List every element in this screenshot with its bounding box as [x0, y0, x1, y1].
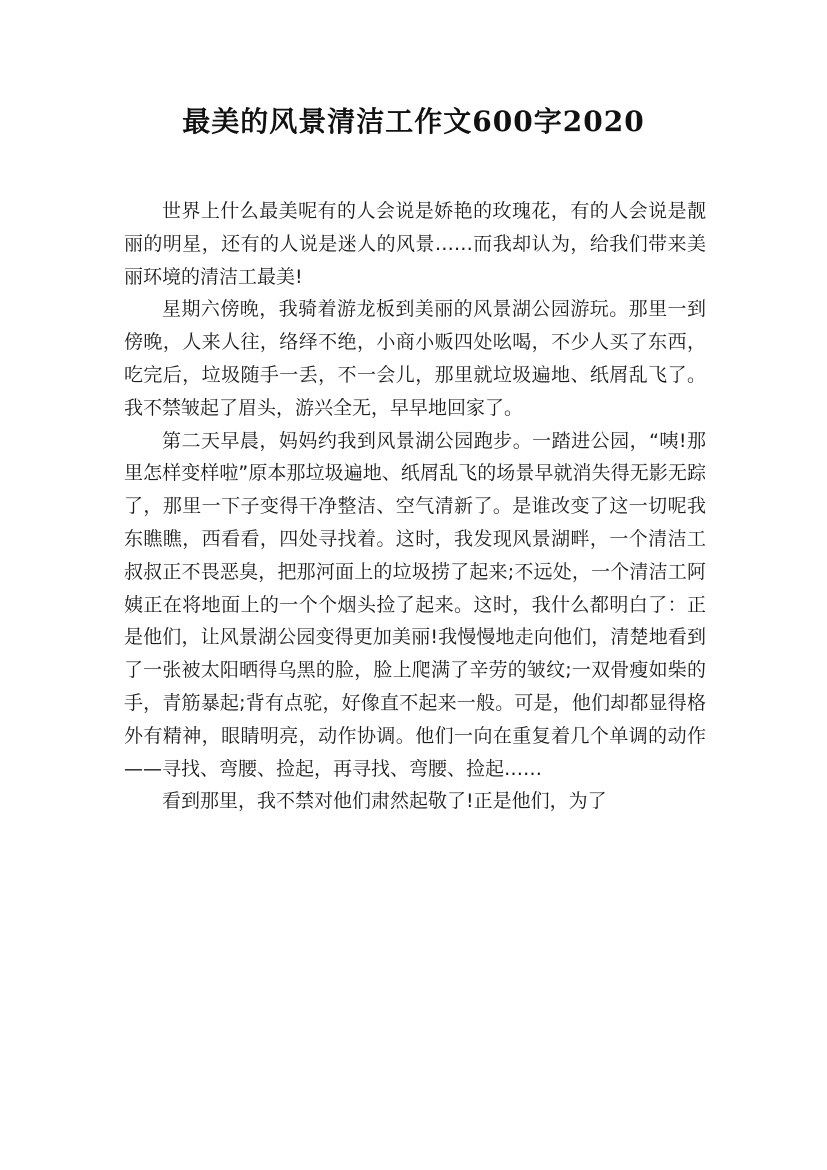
document-body	[124, 195, 706, 818]
paragraph: 星期六傍晚，我骑着游龙板到美丽的风景湖公园游玩。那里一到傍晚，人来人往，络绎不绝，小商小贩四处吆喝，不少人买了东西，吃完后，垃圾随手一丢，不一会儿，那里就垃圾遍地、纸屑乱飞了。我不禁皱起了眉头，游兴全无，早早地回家了。	[124, 298, 706, 419]
paragraph: 世界上什么最美呢有的人会说是娇艳的玫瑰花，有的人会说是靓丽的明星，还有的人说是迷人的风景……而我却认为，给我们带来美丽环境的清洁工最美!	[124, 200, 706, 288]
paragraph: 第二天早晨，妈妈约我到风景湖公园跑步。一踏进公园，“咦!那里怎样变样啦”原本那垃圾遍地、纸屑乱飞的场景早就消失得无影无踪了，那里一下子变得干净整洁、空气清新了。是谁改变了这一切呢我东瞧瞧，西看看，四处寻找着。这时，我发现风景湖畔，一个清洁工叔叔正不畏恶臭，把那河面上的垃圾捞了起来;不远处，一个清洁工阿姨正在将地面上的一个个烟头捡了起来。这时，我什么都明白了：正是他们，让风景湖公园变得更加美丽!我慢慢地走向他们，清楚地看到了一张被太阳晒得乌黑的脸，脸上爬满了辛劳的皱纹;一双骨瘦如柴的手，青筋暴起;背有点驼，好像直不起来一般。可是，他们却都显得格外有精神，眼睛明亮，动作协调。他们一向在重复着几个单调的动作——寻找、弯腰、捡起，再寻找、弯腰、捡起……	[124, 429, 706, 780]
document-title: 最美的风景清洁工作文600字2020	[182, 105, 645, 138]
paragraph: 看到那里，我不禁对他们肃然起敬了!正是他们，为了	[162, 790, 607, 813]
